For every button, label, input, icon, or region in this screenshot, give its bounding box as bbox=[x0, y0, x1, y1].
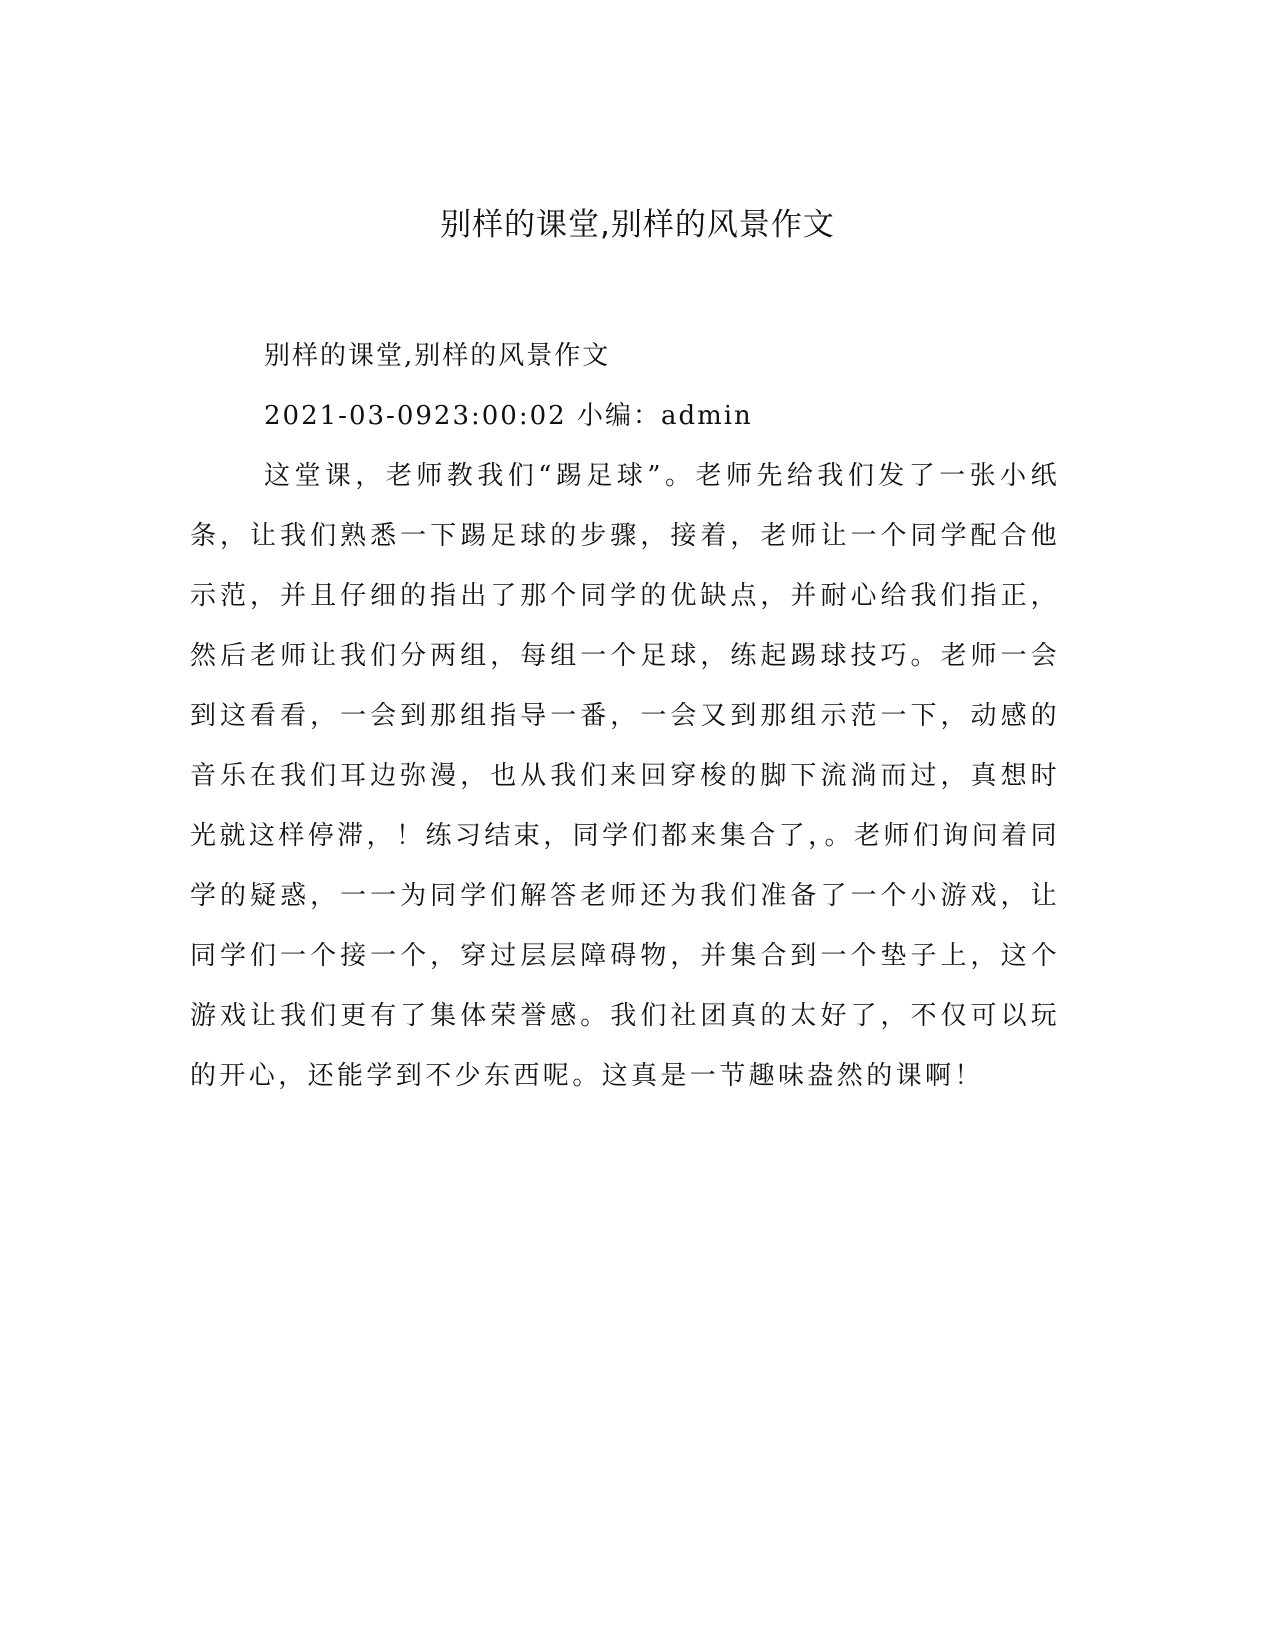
document-content bbox=[190, 326, 1060, 1106]
document-meta-line: 2021-03-0923:00:02 小编：admin bbox=[264, 401, 753, 431]
document-body-paragraph: 这堂课，老师教我们“踢足球”。老师先给我们发了一张小纸条，让我们熟悉一下踢足球的步骤，接着，老师让一个同学配合他示范，并且仔细的指出了那个同学的优缺点，并耐心给我们指正，然后老师让我们分两组，每组一个足球，练起踢球技巧。老师一会到这看看，一会到那组指导一番，一会又到那组示范一下，动感的音乐在我们耳边弥漫，也从我们来回穿梭的脚下流淌而过，真想时光就这样停滞，！练习结束，同学们都来集合了，。老师们询问着同学的疑惑，一一为同学们解答老师还为我们准备了一个小游戏，让同学们一个接一个，穿过层层障碍物，并集合到一个垫子上，这个游戏让我们更有了集体荣誉感。我们社团真的太好了，不仅可以玩的开心，还能学到不少东西呢。这真是一节趣味盎然的课啊！ bbox=[190, 461, 1060, 1091]
document-title: 别样的课堂,别样的风景作文 bbox=[440, 207, 835, 243]
document-subtitle: 别样的课堂,别样的风景作文 bbox=[264, 341, 611, 371]
